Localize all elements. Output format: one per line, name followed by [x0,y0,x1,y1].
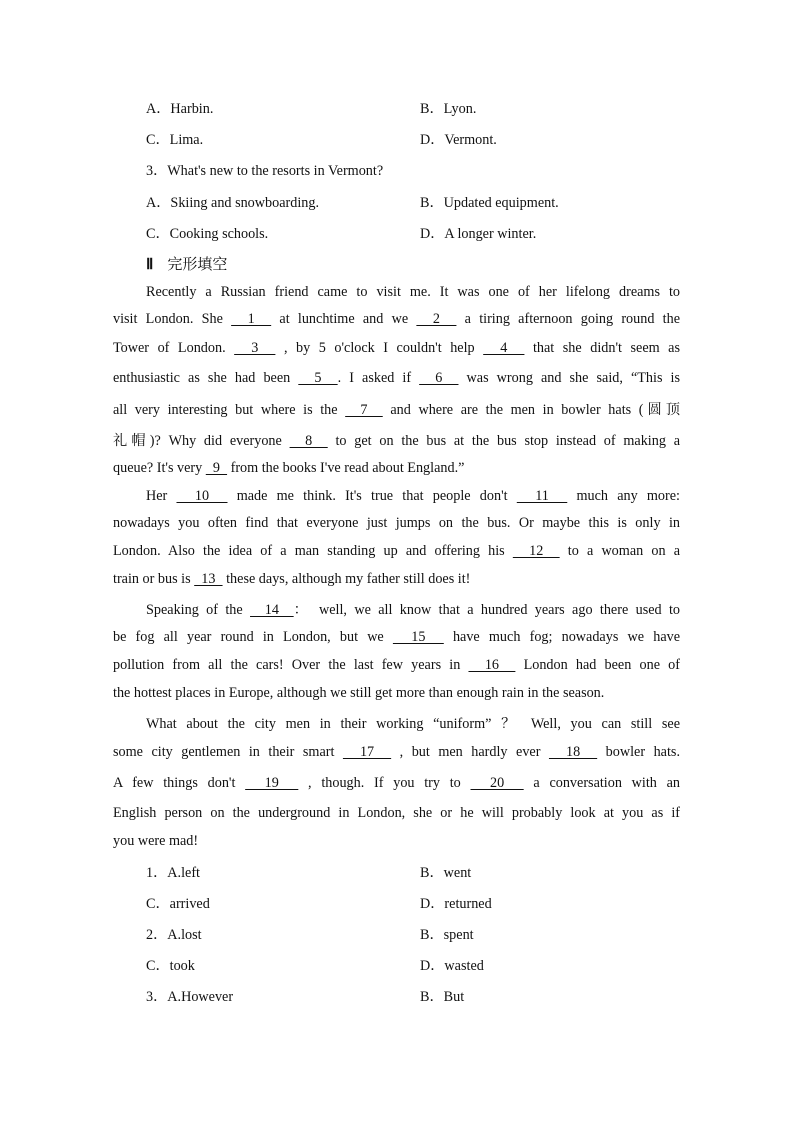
passage-text: English person on the underground in London, she or he will probably look at you as if [113,805,680,821]
cloze-blank: 4 [483,340,525,356]
answer-option: 1．A.left [146,865,200,881]
passage-line [113,430,680,450]
cloze-blank: 11 [516,488,568,504]
passage-line [113,399,680,419]
passage-text: and where are the men in bowler hats (圆顶 [382,402,681,418]
cloze-blank: 1 [231,311,272,327]
cloze-blank: 20 [470,775,524,791]
passage-text: that she didn't seem as [524,340,681,356]
passage-text: London. Also the idea of a man standing up and offering his [113,543,513,559]
option-row [146,192,706,212]
option-row [146,98,706,118]
passage-text: the hottest places in Europe, although we still get more than enough rain in the season. [113,685,605,701]
passage-line [113,460,680,477]
cloze-blank: 19 [245,775,299,791]
section-numeral: Ⅱ [146,257,154,273]
passage-text: train or bus is [113,571,195,587]
cloze-blank: 3 [234,340,276,356]
passage-line [113,629,680,646]
option-a: A．Skiing and snowboarding. [146,195,320,211]
passage-text: be fog all year round in London, but we [113,629,393,645]
passage-line [113,340,680,357]
question-3-stem: 3．What's new to the resorts in Vermont? [146,163,384,179]
answer-option: B．spent [420,927,474,943]
passage-text: What about the city men in their working “uniform” ？ Well, you can still see [146,716,680,732]
passage-text: London had been one of [515,657,680,673]
passage-text: ： well, we all know that a hundred years ago there used to [293,602,681,618]
answer-option: 3．A.However [146,989,234,1005]
cloze-blank: 14 [250,602,294,618]
passage-text: was wrong and she said, “This is [458,370,681,386]
passage-text: from the books I've read about England.” [227,460,465,476]
option-d: D．Vermont. [420,132,497,148]
answer-row [146,862,706,882]
passage-text: visit London. She [113,311,232,327]
answer-row [146,955,706,975]
answer-option: C．arrived [146,896,210,912]
cloze-blank: 15 [392,629,444,645]
cloze-blank: 18 [548,744,598,760]
passage-line [146,713,680,733]
answer-option: B．went [420,865,472,881]
cloze-blank: 2 [416,311,457,327]
passage-line [146,488,680,505]
passage-line [146,284,680,301]
answer-option: D．returned [420,896,492,912]
cloze-blank: 16 [468,657,516,673]
passage-text: you were mad! [113,833,199,849]
passage-text: at lunchtime and we [271,311,417,327]
cloze-blank: 12 [512,543,560,559]
cloze-blank: 5 [298,370,338,386]
passage-text: queue? It's very [113,460,206,476]
passage-line [113,370,680,387]
passage-text: Speaking of the [146,602,251,618]
passage-text: to get on the bus at the bus stop instead of making a [327,433,680,449]
cloze-blank: 7 [345,402,383,418]
option-row [146,129,706,149]
passage-text: made me think. It's true that people don't [227,488,517,504]
option-d: D．A longer winter. [420,226,537,242]
passage-text: have much fog; nowadays we have [443,629,681,645]
passage-line [113,571,680,588]
passage-text: . I asked if [337,370,420,386]
passage-text: these days, although my father still does it! [222,571,471,587]
answer-option: 2．A.lost [146,927,202,943]
passage-line [113,744,680,761]
answer-row [146,986,706,1006]
passage-text: , though. If you try to [298,775,471,791]
cloze-blank: 6 [419,370,459,386]
answer-option: B．But [420,989,465,1005]
passage-text: pollution from all the cars! Over the last few years in [113,657,469,673]
passage-text: some city gentlemen in their smart [113,744,343,760]
option-b: B．Updated equipment. [420,195,559,211]
section-title: 完形填空 [167,255,228,273]
passage-line [113,685,680,702]
passage-line [113,311,680,328]
passage-text: a tiring afternoon going round the [456,311,680,327]
passage-text: Recently a Russian friend came to visit me. It was one of her lifelong dreams to [146,284,680,300]
passage-text: Tower of London. [113,340,235,356]
section-heading [146,253,227,274]
option-row [146,223,706,243]
passage-text: bowler hats. [597,744,680,760]
cloze-blank: 17 [342,744,392,760]
cloze-blank: 10 [176,488,228,504]
passage-line [113,805,680,822]
cloze-blank: 13 [194,571,223,587]
passage-line [113,833,680,850]
passage-text: all very interesting but where is the [113,402,346,418]
passage-text: 礼帽)? Why did everyone [113,433,290,449]
passage-line [113,543,680,560]
answer-option: C．took [146,958,195,974]
option-c: C．Lima. [146,132,204,148]
passage-text: , but men hardly ever [391,744,549,760]
passage-line [113,775,680,792]
passage-text: Her [146,488,177,504]
answer-row [146,924,706,944]
passage-text: , by 5 o'clock I couldn't help [275,340,484,356]
passage-line [146,599,680,619]
passage-text: much any more: [567,488,680,504]
option-b: B．Lyon. [420,101,477,117]
passage-line [113,657,680,674]
answer-row [146,893,706,913]
option-a: A．Harbin. [146,101,214,117]
passage-text: a conversation with an [523,775,681,791]
passage-line [113,515,680,532]
cloze-blank: 8 [289,433,328,449]
passage-text: nowadays you often find that everyone just jumps on the bus. Or maybe this is only in [113,515,680,531]
passage-text: A few things don't [113,775,246,791]
cloze-blank: 9 [205,460,228,476]
passage-text: to a woman on a [559,543,681,559]
option-c: C．Cooking schools. [146,226,269,242]
answer-option: D．wasted [420,958,484,974]
passage-text: enthusiastic as she had been [113,370,299,386]
